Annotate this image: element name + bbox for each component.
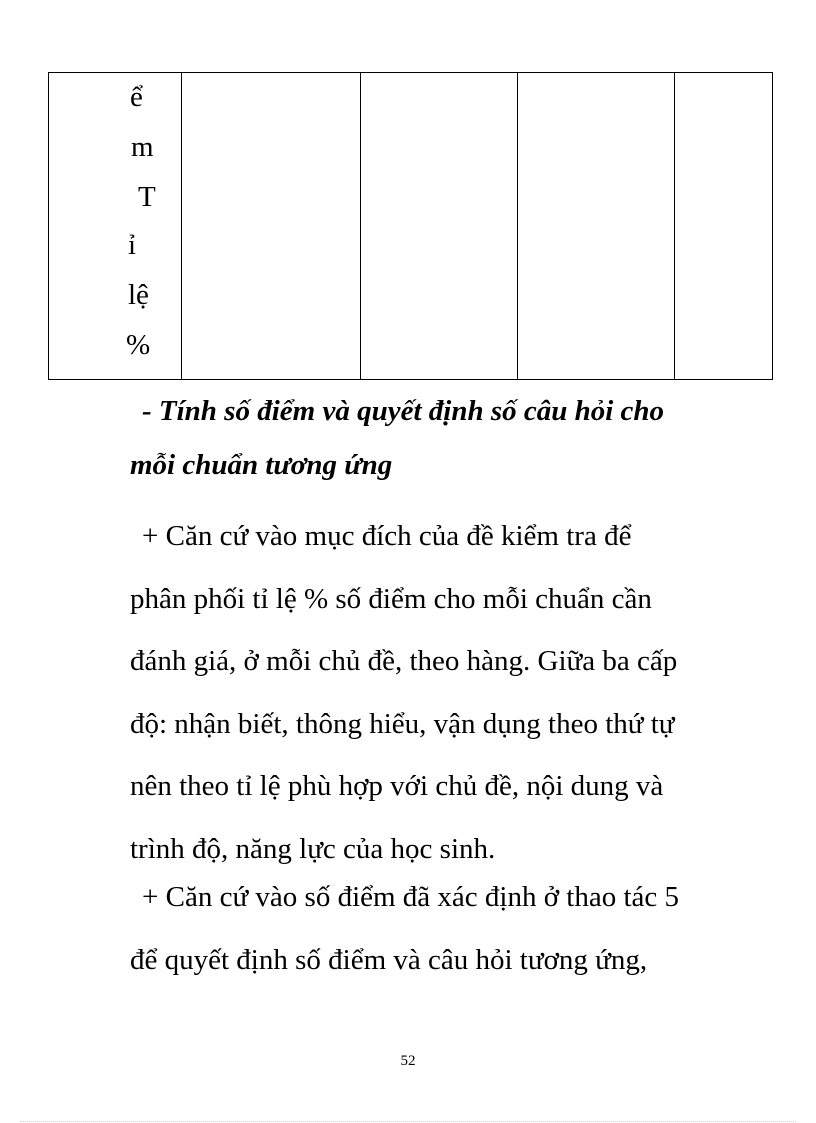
heading-line-2: mỗi chuẩn tương ứng (130, 449, 393, 481)
paragraph-line: phân phối tỉ lệ % số điểm cho mỗi chuẩn cần (130, 582, 652, 615)
score-table (48, 72, 773, 380)
table-cell (675, 73, 773, 380)
paragraph-line: + Căn cứ vào mục đích của đề kiểm tra để (142, 520, 632, 552)
vertical-char: T (138, 181, 156, 213)
paragraph-line: nên theo tỉ lệ phù hợp với chủ đề, nội dung và (130, 770, 664, 802)
paragraph-1 (130, 505, 770, 880)
vertical-char: % (126, 329, 151, 361)
paragraph-line: + Căn cứ vào số điểm đã xác định ở thao tác 5 (142, 881, 680, 913)
paragraph-2 (130, 866, 770, 991)
table-row (49, 73, 773, 380)
table-cell (361, 73, 518, 380)
table-cell (518, 73, 675, 380)
section-heading (130, 384, 770, 492)
vertical-char: ỉ (128, 229, 137, 261)
vertical-char: lệ (128, 279, 149, 311)
footer-divider (20, 1121, 796, 1122)
table-cell-label (49, 73, 182, 380)
page-number: 52 (400, 1053, 416, 1069)
table-cell (182, 73, 361, 380)
paragraph-line: đánh giá, ở mỗi chủ đề, theo hàng. Giữa ba cấp (130, 645, 678, 677)
vertical-char: m (131, 131, 154, 163)
heading-line-1: - Tính số điểm và quyết định số câu hỏi cho (142, 395, 665, 427)
paragraph-line: để quyết định số điểm và câu hỏi tương ứng, (130, 943, 648, 976)
paragraph-line: độ: nhận biết, thông hiểu, vận dụng theo thứ tự (130, 707, 675, 740)
paragraph-line: trình độ, năng lực của học sinh. (130, 832, 496, 865)
vertical-char: ể (130, 81, 143, 113)
vertical-label (49, 73, 181, 379)
